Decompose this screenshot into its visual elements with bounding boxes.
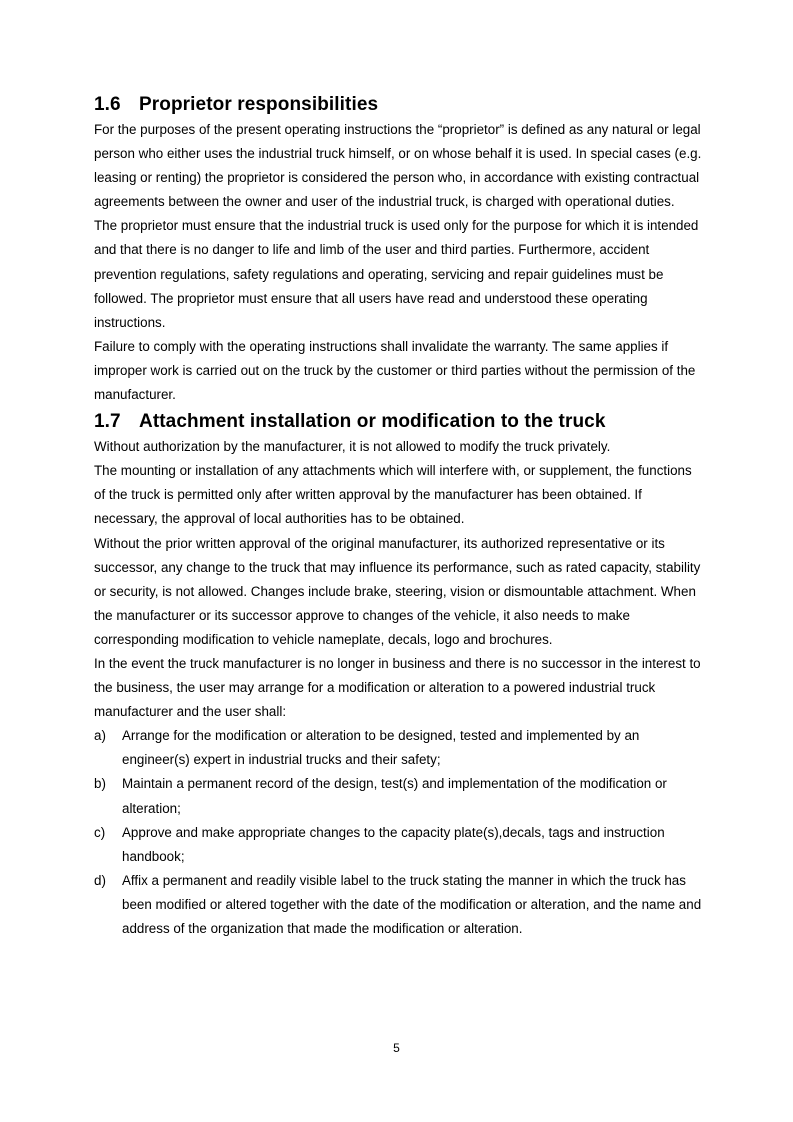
section-number: 1.7 [94,411,121,433]
page-number: 5 [393,1041,400,1055]
paragraph: For the purposes of the present operating instructions the “proprietor” is defined as any natural or legal person who either uses the industrial truck himself, or on whose behalf it is used. In special cases (e.g. leasing or renting) the proprietor is considered the person who, in accordance with existing contractual agreements between the owner and user of the industrial truck, is charged with operational duties. [94,122,702,210]
section-number: 1.6 [94,94,121,115]
paragraph: Without authorization by the manufacturer, it is not allowed to modify the truck privately. [94,439,611,455]
list-item [94,724,704,772]
section-title: Attachment installation or modification to the truck [139,411,606,433]
document-page [94,92,704,941]
section-title: Proprietor responsibilities [139,94,379,115]
list-marker: c) [94,824,106,840]
list-item-text: Affix a permanent and readily visible label to the truck stating the manner in which the truck has been modified or altered together with the date of the modification or alteration, and the name and address of the organization that made the modification or alteration. [122,872,702,936]
section-heading-1-7 [94,409,704,435]
list-item [94,772,704,820]
paragraph: Failure to comply with the operating instructions shall invalidate the warranty. The same applies if improper work is carried out on the truck by the customer or third parties without the permission of the manufacturer. [94,338,696,403]
section-heading-1-6 [94,92,704,118]
list-marker: d) [94,872,106,888]
list-marker: b) [94,776,106,792]
paragraph: The proprietor must ensure that the industrial truck is used only for the purpose for which it is intended and that there is no danger to life and limb of the user and third parties. Furthermore, accident prevention regulations, safety regulations and operating, servicing and repair guidelines must be followed. The proprietor must ensure that all users have read and understood these operating instructions. [94,218,699,330]
paragraph: In the event the truck manufacturer is no longer in business and there is no successor in the interest to the business, the user may arrange for a modification or alteration to a powered industrial truck manufacturer and the user shall: [94,655,701,720]
list-item-text: Approve and make appropriate changes to the capacity plate(s),decals, tags and instruction handbook; [122,824,665,864]
list-marker: a) [94,728,106,744]
list-item-text: Arrange for the modification or alteration to be designed, tested and implemented by an engineer(s) expert in industrial trucks and their safety; [122,728,640,768]
list-item [94,869,704,941]
list-item [94,821,704,869]
paragraph: The mounting or installation of any attachments which will interfere with, or supplement, the functions of the truck is permitted only after written approval by the manufacturer has been obtained. If necessary, the approval of local authorities has to be obtained. [94,463,692,527]
list-item-text: Maintain a permanent record of the design, test(s) and implementation of the modification or alteration; [122,776,667,816]
paragraph: Without the prior written approval of the original manufacturer, its authorized representative or its successor, any change to the truck that may influence its performance, such as rated capacity, stability or security, is not allowed. Changes include brake, steering, vision or dismountable attachment. When the manufacturer or its successor approve to changes of the vehicle, it also needs to make corresponding modification to vehicle nameplate, decals, logo and brochures. [94,535,701,647]
requirements-list [94,724,704,941]
